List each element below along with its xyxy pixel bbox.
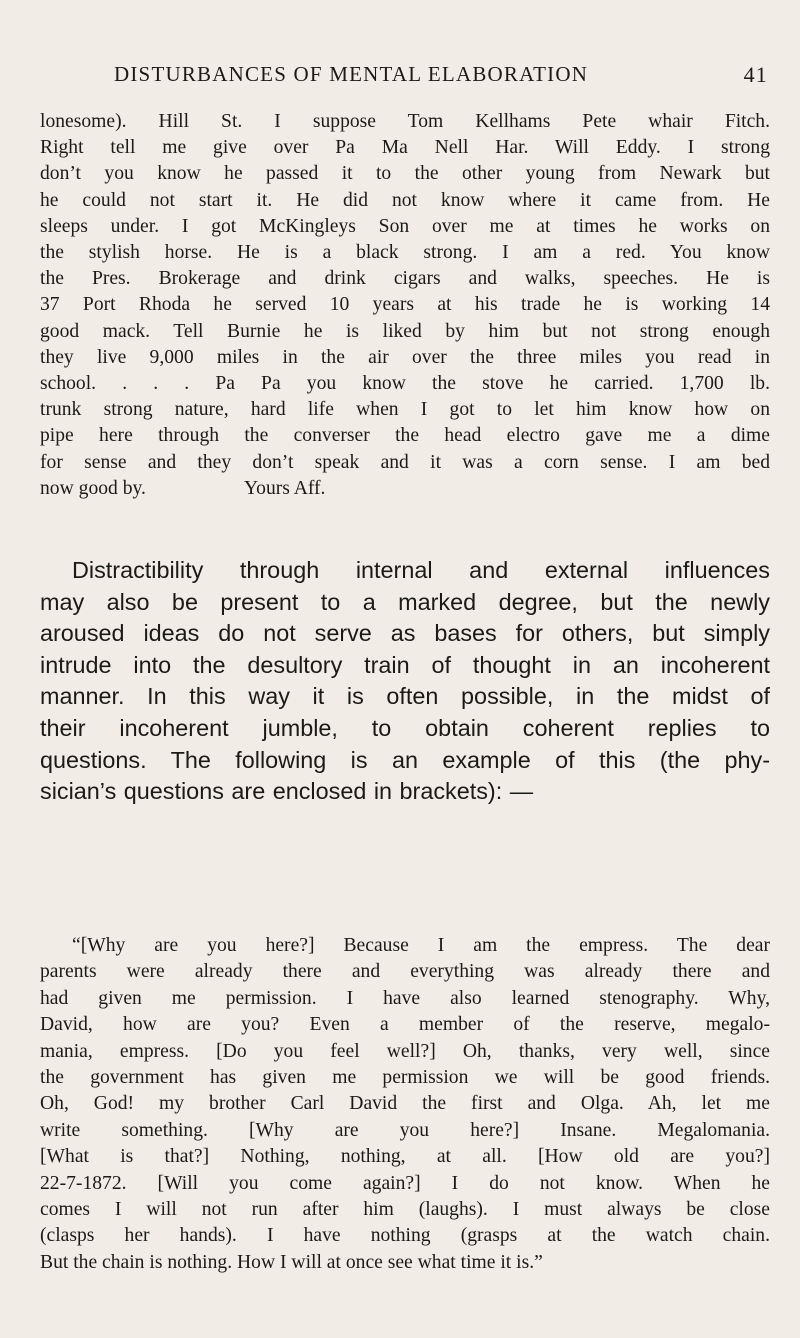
- text-line: “[Why are you here?] Because I am the empress. The dear: [72, 935, 770, 956]
- text-line: aroused ideas do not serve as bases for others, but simply: [40, 620, 770, 647]
- patient-letter: [40, 109, 770, 502]
- text-line: lonesome). Hill St. I suppose Tom Kellhams Pete whair Fitch.: [40, 111, 770, 132]
- text-line: school. . . . Pa Pa you know the stove he carried. 1,700 lb.: [40, 373, 770, 395]
- text-line: Right tell me give over Pa Ma Nell Har. Will Eddy. I strong: [40, 137, 770, 159]
- text-line: parents were already there and everything was already there and: [40, 961, 770, 983]
- text-line: their incoherent jumble, to obtain coherent replies to: [40, 714, 770, 741]
- running-head: [114, 62, 768, 90]
- text-line: (clasps her hands). I have nothing (grasps at the watch chain.: [40, 1225, 770, 1247]
- body-paragraph: [40, 555, 770, 808]
- text-line: 22-7-1872. [Will you come again?] I do not know. When he: [40, 1172, 770, 1194]
- text-line: Oh, God! my brother Carl David the first and Olga. Ah, let me: [40, 1093, 770, 1115]
- text-line: 37 Port Rhoda he served 10 years at his trade he is working 14: [40, 294, 770, 316]
- running-head-title: DISTURBANCES OF MENTAL ELABORATION: [114, 62, 589, 86]
- text-line: write something. [Why are you here?] Insane. Megalomania.: [40, 1119, 770, 1141]
- text-line: may also be present to a marked degree, but the newly: [40, 588, 770, 615]
- text-line: questions. The following is an example of this (the phy-: [40, 746, 770, 773]
- letter-closing-line: [40, 476, 770, 502]
- text-line: [What is that?] Nothing, nothing, at all. [How old are you?]: [40, 1146, 770, 1168]
- text-line: the Pres. Brokerage and drink cigars and walks, speeches. He is: [40, 268, 770, 290]
- letter-signature: Yours Aff.: [243, 477, 326, 499]
- text-line: trunk strong nature, hard life when I got to let him know how on: [40, 399, 770, 421]
- letter-closing: now good by.: [40, 477, 146, 499]
- text-line: had given me permission. I have also learned stenography. Why,: [40, 987, 770, 1009]
- text-line: he could not start it. He did not know where it came from. He: [40, 189, 770, 211]
- text-line: But the chain is nothing. How I will at once see what time it is.”: [40, 1251, 543, 1273]
- text-line: mania, empress. [Do you feel well?] Oh, thanks, very well, since: [40, 1040, 770, 1062]
- text-line: comes I will not run after him (laughs). I must always be close: [40, 1199, 770, 1221]
- text-line: they live 9,000 miles in the air over the three miles you read in: [40, 346, 770, 368]
- patient-quote: [40, 933, 770, 1276]
- text-line: the government has given me permission we will be good friends.: [40, 1067, 770, 1089]
- text-line: manner. In this way it is often possible, in the midst of: [40, 683, 770, 710]
- text-line: good mack. Tell Burnie he is liked by him but not strong enough: [40, 320, 770, 342]
- page-number: 41: [743, 62, 768, 87]
- text-line: the stylish horse. He is a black strong. I am a red. You know: [40, 242, 770, 264]
- text-line: sician’s questions are enclosed in brackets): —: [40, 778, 534, 805]
- text-line: Distractibility through internal and external influences: [72, 557, 770, 583]
- text-line: pipe here through the converser the head electro gave me a dime: [40, 425, 770, 447]
- text-line: sleeps under. I got McKingleys Son over me at times he works on: [40, 215, 770, 237]
- text-line: don’t you know he passed it to the other young from Newark but: [40, 163, 770, 185]
- text-line: intrude into the desultory train of thought in an incoherent: [40, 651, 770, 678]
- text-line: for sense and they don’t speak and it was a corn sense. I am bed: [40, 451, 770, 473]
- text-line: David, how are you? Even a member of the reserve, megalo-: [40, 1014, 770, 1036]
